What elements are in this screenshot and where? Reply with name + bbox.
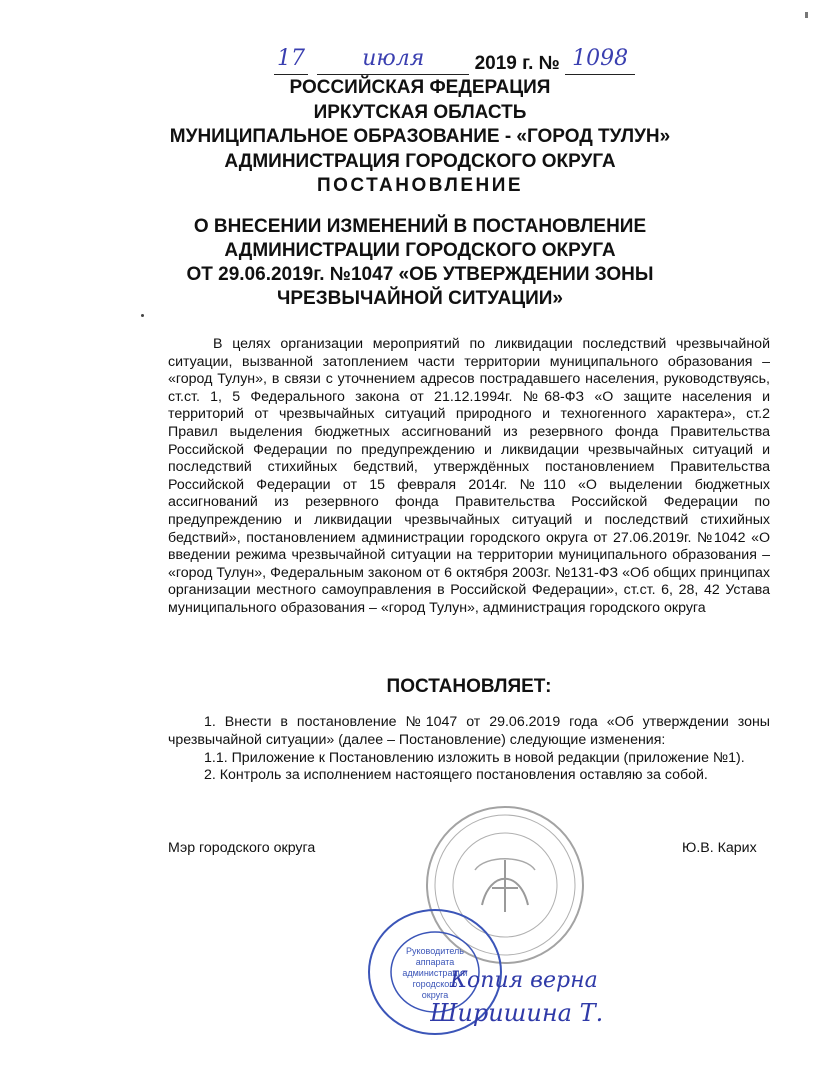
header-country: РОССИЙСКАЯ ФЕДЕРАЦИЯ xyxy=(289,77,551,98)
preamble-paragraph: В целях организации мероприятий по ликвидации последствий чрезвычайной ситуации, вызванной затоплением части территории муниципального образования – «город Тулун», в связи с уточнением адресов пострадавшего населения, руководствуясь, ст.ст. 1, 5 Федерального закона от 21.12.1994г. №68-ФЗ «О защите населения и территорий от чрезвычайных ситуаций природного и техногенного характера», ст.2 Правил выделения бюджетных ассигнований из резервного фонда Правительства Российской Федерации по предупреждению и ликвидации чрезвычайных ситуаций и последствий стихийных бедствий, утверждённых постановлением Правительства Российской Федерации от 15 февраля 2014г. №110 «О выделении бюджетных ассигнований из резервного фонда Правительства Российской Федерации по предупреждению и ликвидации чрезвычайных ситуаций и последствий стихийных бедствий», постановлением администрации городского округа от 27.06.2019г. №1042 «О введении режима чрезвычайной ситуации на территории муниципального образования – «город Тулун», Федеральным законом от 6 октября 2003г. №131-ФЗ «Об общих принципах организации местного самоуправления в Российской Федерации», ст.ст. 6, 28, 42 Устава муниципального образования – «город Тулун», администрация городского округа xyxy=(168,336,770,616)
header-region: ИРКУТСКАЯ ОБЛАСТЬ xyxy=(313,101,527,123)
handwritten-number: 1098 xyxy=(572,46,629,71)
document-title xyxy=(160,215,680,311)
date-line xyxy=(274,46,635,75)
month-blank xyxy=(317,46,469,75)
scan-mark xyxy=(805,12,808,18)
handwritten-month: июля xyxy=(362,46,425,71)
handwritten-name: Ширишина Т. xyxy=(430,999,604,1027)
resolution-items xyxy=(168,714,770,785)
title-line-1: О ВНЕСЕНИИ ИЗМЕНЕНИЙ В ПОСТАНОВЛЕНИЕ xyxy=(193,216,647,237)
header-municipality: МУНИЦИПАЛЬНОЕ ОБРАЗОВАНИЕ - «ГОРОД ТУЛУН» xyxy=(169,126,671,147)
stamp-line-1: Руководитель xyxy=(406,946,464,956)
header-administration: АДМИНИСТРАЦИЯ ГОРОДСКОГО ОКРУГА xyxy=(224,150,616,172)
year-number-label: 2019 г. № xyxy=(474,53,560,74)
handwritten-note: Копия верна xyxy=(450,968,598,993)
stamp-line-4: городского xyxy=(412,979,458,989)
header-doc-type: ПОСТАНОВЛЕНИЕ xyxy=(316,175,524,196)
resolve-heading: ПОСТАНОВЛЯЕТ: xyxy=(386,676,552,697)
handwritten-signature xyxy=(430,965,650,1035)
item-1-1: 1.1. Приложение к Постановлению изложить в новой редакции (приложение №1). xyxy=(204,749,745,766)
scan-dot xyxy=(141,314,144,317)
title-line-4: ЧРЕЗВЫЧАЙНОЙ СИТУАЦИИ» xyxy=(277,288,563,309)
title-line-3: ОТ 29.06.2019г. №1047 «ОБ УТВЕРЖДЕНИИ ЗОНЫ xyxy=(186,264,654,285)
stamp-line-5: округа xyxy=(421,990,449,1000)
document-header xyxy=(120,76,720,199)
signature-position: Мэр городского округа xyxy=(168,840,316,856)
number-blank xyxy=(565,46,635,75)
preamble xyxy=(168,336,770,618)
signature-name: Ю.В. Карих xyxy=(682,840,757,856)
handwritten-day: 17 xyxy=(277,46,305,71)
stamp-line-2: аппарата xyxy=(415,957,455,967)
title-line-2: АДМИНИСТРАЦИИ ГОРОДСКОГО ОКРУГА xyxy=(224,240,616,261)
day-blank xyxy=(274,46,308,75)
item-1: 1. Внести в постановление №1047 от 29.06.2019 года «Об утверждении зоны чрезвычайной ситуации» (далее – Постановление) следующие изменения: xyxy=(168,714,770,748)
item-2: 2. Контроль за исполнением настоящего постановления оставляю за собой. xyxy=(204,767,708,784)
stamp-line-3: администрации xyxy=(402,968,468,978)
